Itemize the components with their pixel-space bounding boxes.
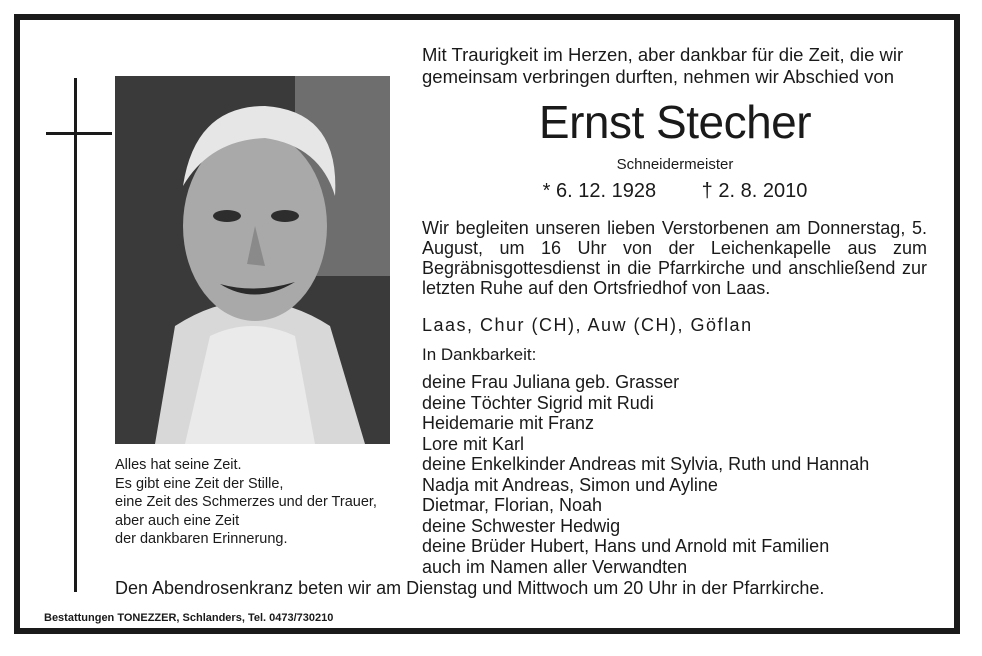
poem-line: Es gibt eine Zeit der Stille, bbox=[115, 475, 284, 492]
poem-line: aber auch eine Zeit bbox=[115, 512, 240, 529]
funeral-text: Wir begleiten unseren lieben Verstorbenen am Donnerstag, 5. August, um 16 Uhr von der Leichenkapelle aus zum Begräbnisgottesdienst in die Pfarrkirche und anschließend zur letzten Ruhe auf den Ortsfriedhof von Laas. bbox=[422, 218, 927, 298]
list-item: deine Brüder Hubert, Hans und Arnold mit Familien bbox=[422, 536, 830, 556]
intro-line: Mit Traurigkeit im Herzen, aber dankbar für die Zeit, die wir bbox=[422, 44, 904, 65]
mourners-list bbox=[422, 372, 869, 577]
cross-icon-bar bbox=[46, 132, 112, 135]
death-date: † 2. 8. 2010 bbox=[701, 180, 808, 202]
birth-date: * 6. 12. 1928 bbox=[542, 180, 657, 202]
intro-text bbox=[422, 44, 932, 88]
list-item: deine Töchter Sigrid mit Rudi bbox=[422, 392, 654, 413]
deceased-profession: Schneidermeister bbox=[616, 156, 734, 173]
list-item: Lore mit Karl bbox=[422, 433, 525, 454]
poem-line: der dankbaren Erinnerung. bbox=[115, 531, 288, 547]
undertaker-credit: Bestattungen TONEZZER, Schlanders, Tel. 0473/730210 bbox=[44, 612, 334, 624]
list-item: Nadja mit Andreas, Simon und Ayline bbox=[422, 474, 718, 495]
life-dates bbox=[440, 180, 910, 203]
intro-line: gemeinsam verbringen durften, nehmen wir Abschied von bbox=[422, 66, 895, 87]
list-item: auch im Namen aller Verwandten bbox=[422, 556, 688, 577]
poem bbox=[115, 456, 377, 549]
portrait-photo bbox=[115, 76, 390, 444]
list-item: deine Frau Juliana geb. Grasser bbox=[422, 372, 680, 392]
cross-icon bbox=[74, 78, 77, 592]
list-item: Dietmar, Florian, Noah bbox=[422, 495, 603, 515]
list-item: deine Enkelkinder Andreas mit Sylvia, Ruth und Hannah bbox=[422, 454, 870, 474]
poem-line: Alles hat seine Zeit. bbox=[115, 457, 242, 473]
gratitude-heading: In Dankbarkeit: bbox=[422, 345, 537, 364]
deceased-name: Ernst Stecher bbox=[538, 96, 812, 148]
poem-line: eine Zeit des Schmerzes und der Trauer, bbox=[115, 494, 377, 510]
rosary-text: Den Abendrosenkranz beten wir am Dienstag und Mittwoch um 20 Uhr in der Pfarrkirche. bbox=[115, 578, 825, 598]
places-line: Laas, Chur (CH), Auw (CH), Göflan bbox=[422, 315, 753, 335]
list-item: Heidemarie mit Franz bbox=[422, 413, 595, 433]
list-item: deine Schwester Hedwig bbox=[422, 515, 621, 536]
